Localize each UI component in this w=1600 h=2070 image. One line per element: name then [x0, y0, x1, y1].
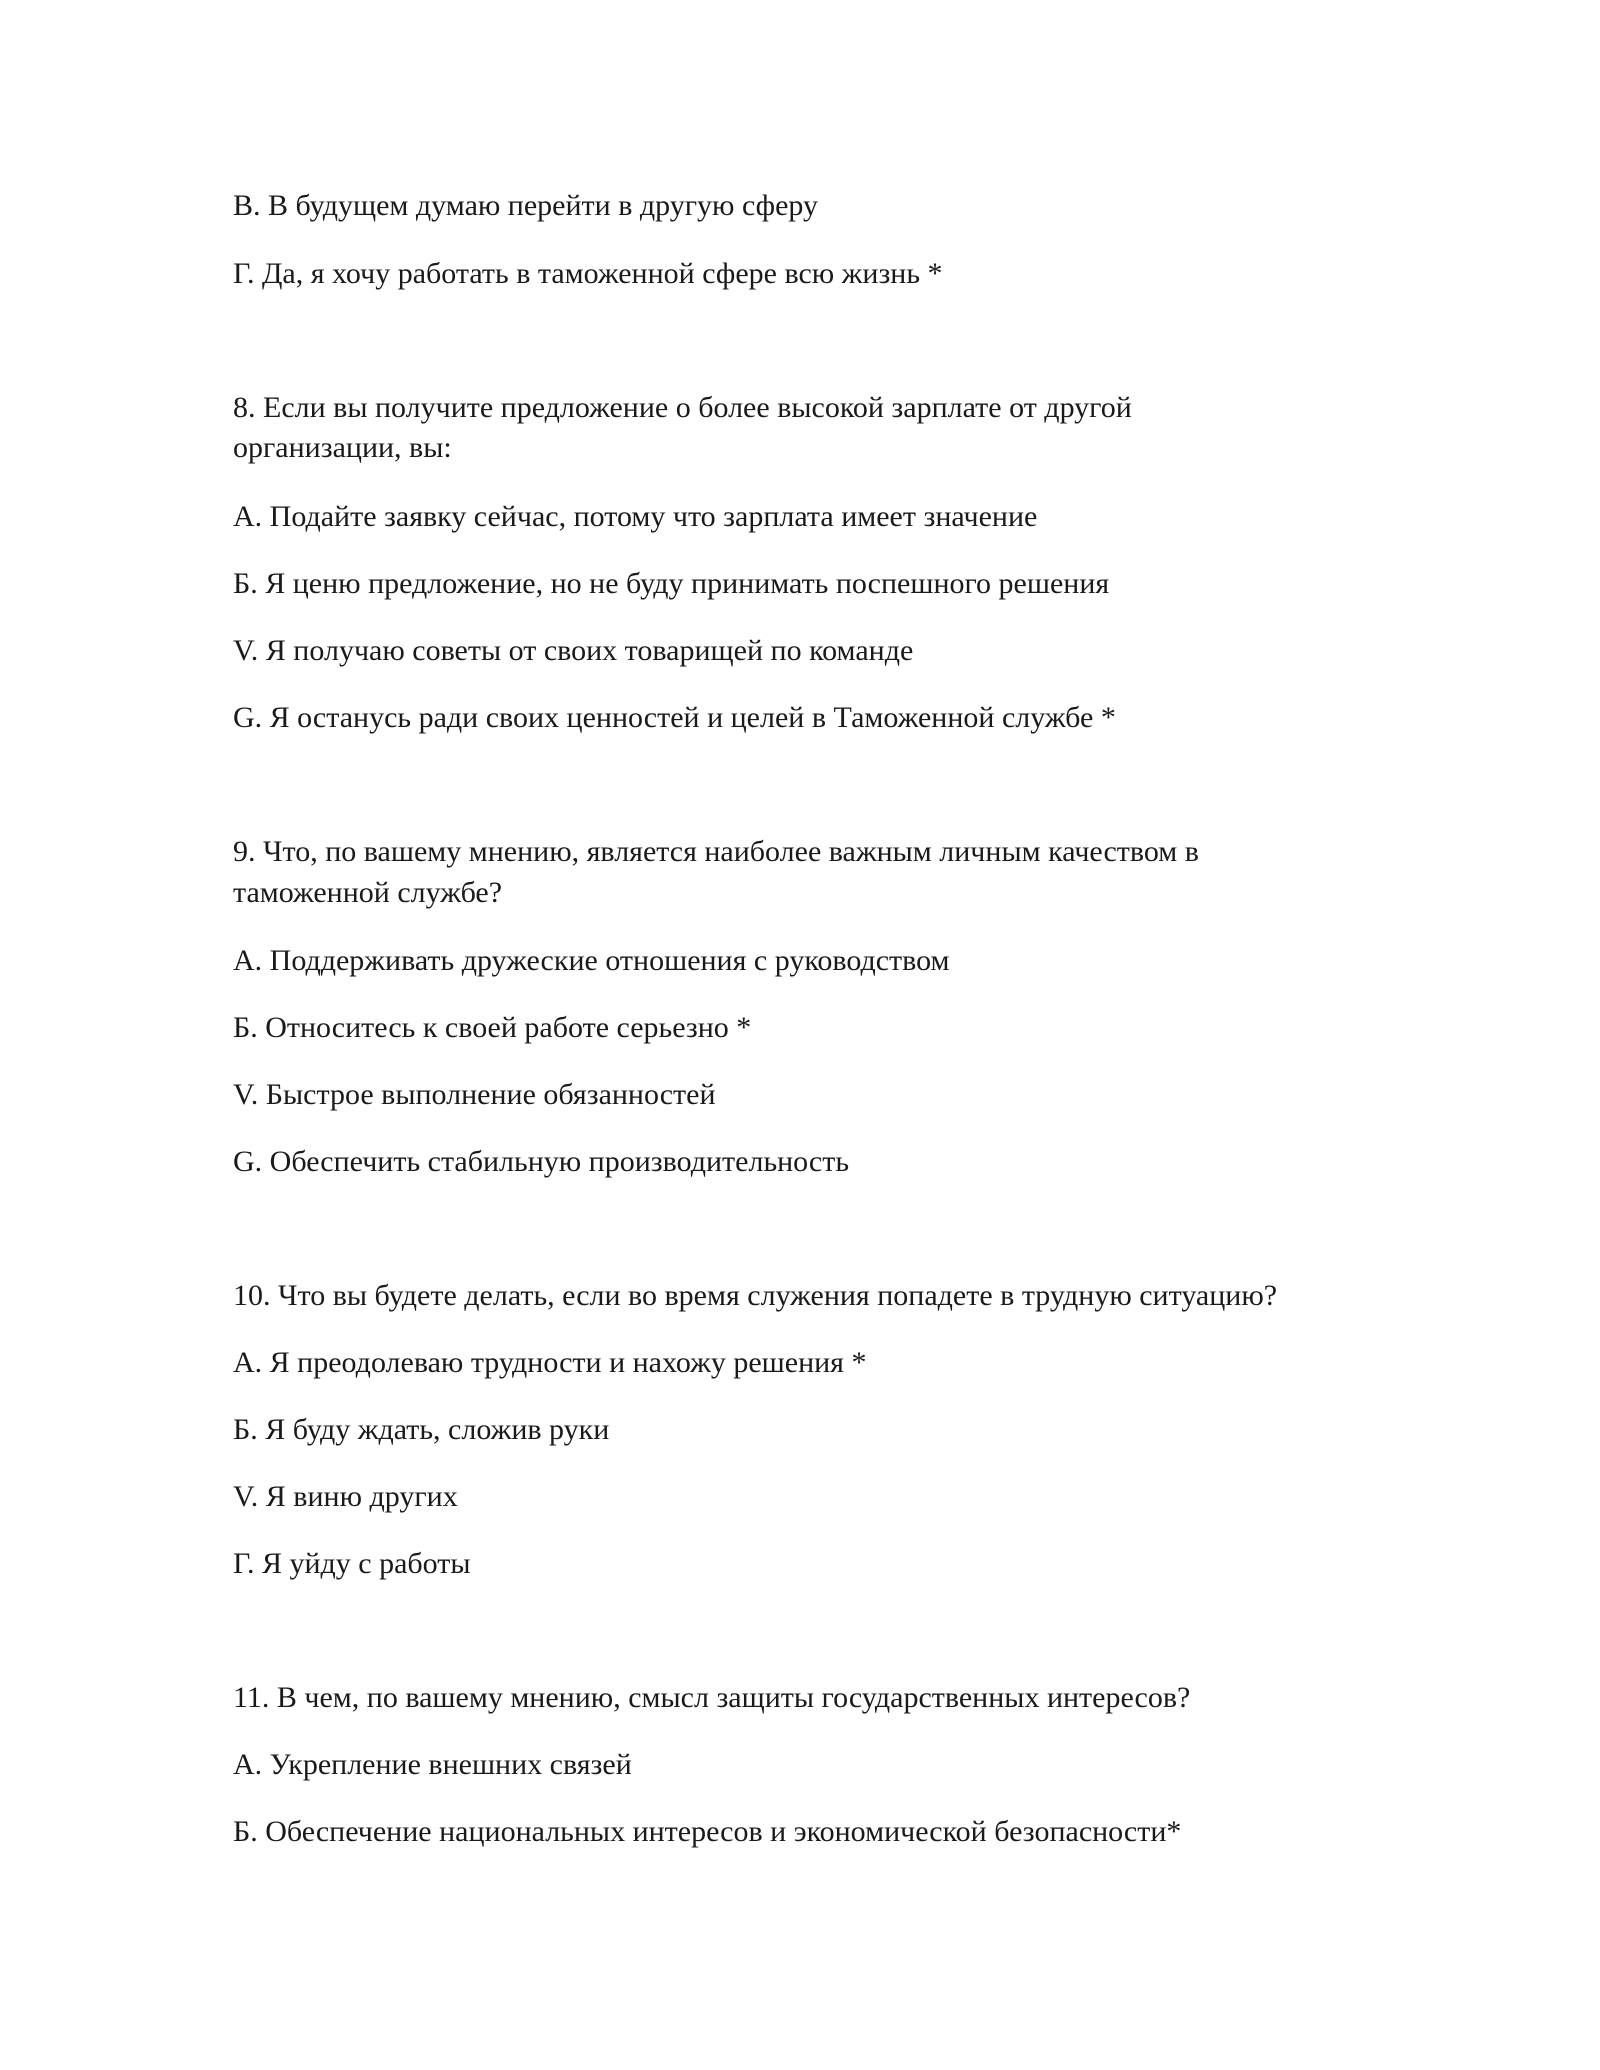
- question-9-option-a: А. Поддерживать дружеские отношения с руководством: [233, 944, 950, 977]
- question-8-option-v: V. Я получаю советы от своих товарищей по команде: [233, 634, 914, 667]
- option-g: Г. Да, я хочу работать в таможенной сфере всю жизнь *: [233, 257, 943, 290]
- question-10-option-a: А. Я преодолеваю трудности и нахожу решения *: [233, 1346, 867, 1379]
- question-10-option-g: Г. Я уйду с работы: [233, 1547, 471, 1580]
- question-9-option-b: Б. Относитесь к своей работе серьезно *: [233, 1011, 752, 1044]
- question-9-line-2: таможенной службе?: [233, 876, 503, 909]
- question-11-option-b: Б. Обеспечение национальных интересов и экономической безопасности*: [233, 1815, 1182, 1848]
- question-9-option-v: V. Быстрое выполнение обязанностей: [233, 1078, 716, 1111]
- question-8-option-a: А. Подайте заявку сейчас, потому что зарплата имеет значение: [233, 500, 1038, 533]
- question-8-line-2: организации, вы:: [233, 431, 452, 464]
- question-8-line-1: 8. Если вы получите предложение о более высокой зарплате от другой: [233, 391, 1132, 424]
- question-9-line-1: 9. Что, по вашему мнению, является наиболее важным личным качеством в: [233, 835, 1199, 868]
- question-11-option-a: А. Укрепление внешних связей: [233, 1748, 632, 1781]
- question-9-option-g: G. Обеспечить стабильную производительность: [233, 1145, 850, 1178]
- question-10-line-1: 10. Что вы будете делать, если во время служения попадете в трудную ситуацию?: [233, 1279, 1278, 1312]
- option-v: В. В будущем думаю перейти в другую сферу: [233, 189, 818, 222]
- question-8-option-b: Б. Я ценю предложение, но не буду принимать поспешного решения: [233, 567, 1110, 600]
- question-8-option-g: G. Я останусь ради своих ценностей и целей в Таможенной службе *: [233, 701, 1116, 734]
- question-10-option-v: V. Я виню других: [233, 1480, 458, 1513]
- question-10-option-b: Б. Я буду ждать, сложив руки: [233, 1413, 610, 1446]
- question-11-line-1: 11. В чем, по вашему мнению, смысл защиты государственных интересов?: [233, 1681, 1191, 1714]
